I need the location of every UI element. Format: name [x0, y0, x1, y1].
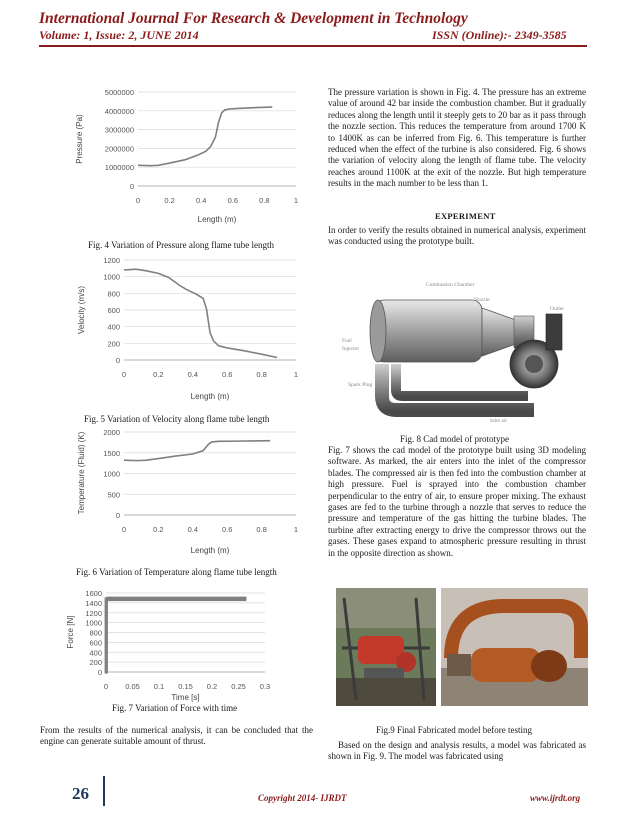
- x-tick-label: 0.15: [178, 682, 193, 691]
- y-tick-label: 0: [129, 182, 134, 191]
- label-inlet-air: Inlet air: [490, 418, 508, 424]
- x-tick-label: 0.6: [221, 525, 233, 534]
- x-axis-label: Length (m): [190, 392, 230, 401]
- y-axis-label: Force [N]: [66, 615, 75, 649]
- y-tick-label: 1000: [103, 272, 120, 282]
- label-fuel: Fuel: [342, 338, 352, 344]
- fabricated-model-photo-left: [336, 588, 436, 706]
- conclusion-paragraph: From the results of the numerical analysis, it can be concluded that the engine can generate suitable amount of thrust.: [40, 725, 313, 747]
- x-tick-label: 0.2: [164, 196, 175, 205]
- page-number: 26: [72, 784, 89, 803]
- x-tick-label: 0.6: [227, 196, 239, 205]
- fig8-caption: Fig. 8 Cad model of prototype: [400, 434, 509, 444]
- fig4-caption: Fig. 4 Variation of Pressure along flame tube length: [88, 240, 275, 250]
- x-axis-label: Length (m): [197, 215, 237, 224]
- y-axis-label: Temperature (Fluid) (K): [77, 431, 86, 515]
- issn-info: ISSN (Online):- 2349-3585: [432, 28, 567, 42]
- y-tick-label: 1000000: [104, 163, 134, 173]
- y-tick-label: 600: [89, 638, 102, 648]
- y-tick-label: 2000000: [104, 144, 134, 154]
- footer-divider: [103, 776, 105, 806]
- fabrication-paragraph: Based on the design and analysis results, a model was fabricated as shown in Fig. 9. The model was fabricated using: [328, 740, 586, 762]
- y-tick-label: 0: [115, 356, 120, 365]
- label-combustion-chamber: Combustion Chamber: [426, 282, 475, 288]
- y-axis-label: Pressure (Pa): [75, 114, 84, 164]
- cad-description-paragraph: Fig. 7 shows the cad model of the prototype built using 3D modeling software. As marked, the air enters into the inlet of the compressor blades. The compressed air is then fed into the combustion chamber at high pressure. Fuel is sprayed into the combustion chamber perpendicular to the entry of air, to ensure proper mixing. The exhaust gases are fed to the turbine through a nozzle that serves to reduce the pressure and temperature of the gas hitting the turbine blades. The turbine after extracting energy to drive the compressor throws out the gases. These gases expand to atmospheric pressure resulting in thrust in the opposite direction as shown.: [328, 445, 586, 558]
- journal-title: International Journal For Research & Development in Technology: [39, 10, 468, 27]
- y-tick-label: 4000000: [104, 106, 134, 116]
- pressure-discussion-paragraph: The pressure variation is shown in Fig. 4. The pressure has an extreme value of around 42 bar inside the combustion chamber. But it gradually reduces along the length until it steeply gets to 20 bar as it pass through the nozzle section. This reduces the temperature from around 1700 K to 1400K as can be inferred from Fig. 6. This temperature is further reduced when the effect of the turbine is also considered. Fig. 6 shows the variation of velocity along the length of flame tube. The velocity reaches around 1100K at the exit of the nozzle. But high temperature results in the mach number to be less than 1.: [328, 87, 586, 189]
- x-tick-label: 0: [135, 196, 141, 205]
- fabricated-model-photo-right: [441, 588, 588, 706]
- x-tick-label: 0.05: [125, 682, 140, 691]
- x-tick-label: 0: [121, 525, 127, 534]
- x-tick-label: 0.8: [256, 525, 267, 534]
- y-tick-label: 400: [89, 648, 102, 658]
- section-heading-experiment: EXPERIMENT: [435, 211, 496, 221]
- y-tick-label: 5000000: [104, 88, 134, 97]
- y-tick-label: 1600: [85, 589, 102, 598]
- y-tick-label: 200: [107, 339, 120, 349]
- x-tick-label: 1: [293, 525, 299, 534]
- x-tick-label: 0: [103, 682, 109, 691]
- x-tick-label: 1: [293, 370, 299, 379]
- force-chart: [0, 0, 320, 705]
- y-tick-label: 800: [89, 628, 102, 638]
- footer-copyright: Copyright 2014- IJRDT: [258, 793, 347, 803]
- y-tick-label: 1000: [103, 469, 120, 479]
- volume-info: Volume: 1, Issue: 2, JUNE 2014: [39, 28, 199, 42]
- x-tick-label: 0.8: [256, 370, 267, 379]
- x-tick-label: 0: [121, 370, 127, 379]
- fig5-caption: Fig. 5 Variation of Velocity along flame tube length: [84, 414, 270, 424]
- label-injector: Injector: [342, 346, 360, 352]
- x-tick-label: 0.3: [259, 682, 271, 691]
- y-tick-label: 1200: [85, 608, 102, 618]
- combustion-chamber-shape: [374, 300, 482, 362]
- cad-model-image: [338, 268, 580, 430]
- x-tick-label: 0.6: [221, 370, 233, 379]
- y-tick-label: 1200: [103, 256, 120, 265]
- y-tick-label: 3000000: [104, 125, 134, 135]
- label-nozzle: Nozzle: [474, 297, 490, 303]
- x-axis-label: Time [s]: [171, 693, 200, 702]
- y-tick-label: 500: [107, 490, 120, 500]
- x-tick-label: 0.2: [153, 370, 164, 379]
- x-tick-label: 0.25: [231, 682, 246, 691]
- experiment-paragraph: In order to verify the results obtained in numerical analysis, experiment was conducted using the prototype built.: [328, 225, 586, 247]
- x-tick-label: 0.8: [259, 196, 270, 205]
- y-axis-label: Velocity (m/s): [77, 285, 86, 335]
- label-spark-plug: Spark Plug: [348, 382, 373, 388]
- fig6-caption: Fig. 6 Variation of Temperature along flame tube length: [76, 567, 277, 577]
- y-tick-label: 1500: [103, 448, 120, 458]
- y-tick-label: 800: [107, 289, 120, 299]
- x-tick-label: 0.4: [187, 525, 199, 534]
- y-tick-label: 200: [89, 658, 102, 668]
- fig9-caption: Fig.9 Final Fabricated model before testing: [376, 725, 532, 735]
- x-tick-label: 0.2: [206, 682, 218, 691]
- label-outlet: Outlet: [550, 306, 564, 312]
- x-tick-label: 1: [293, 196, 299, 205]
- y-tick-label: 600: [107, 306, 120, 315]
- y-tick-label: 2000: [103, 428, 120, 437]
- x-axis-label: Length (m): [190, 546, 230, 555]
- footer-url: www.ijrdt.org: [530, 793, 581, 803]
- y-tick-label: 0: [115, 511, 120, 520]
- y-tick-label: 1000: [85, 618, 102, 628]
- x-tick-label: 0.2: [153, 525, 164, 534]
- y-tick-label: 1400: [85, 598, 102, 608]
- y-tick-label: 0: [97, 668, 102, 677]
- x-tick-label: 0.4: [187, 370, 199, 379]
- x-tick-label: 0.4: [195, 196, 207, 205]
- y-tick-label: 400: [107, 322, 120, 332]
- fig7-caption: Fig. 7 Variation of Force with time: [112, 703, 238, 713]
- x-tick-label: 0.1: [153, 682, 165, 691]
